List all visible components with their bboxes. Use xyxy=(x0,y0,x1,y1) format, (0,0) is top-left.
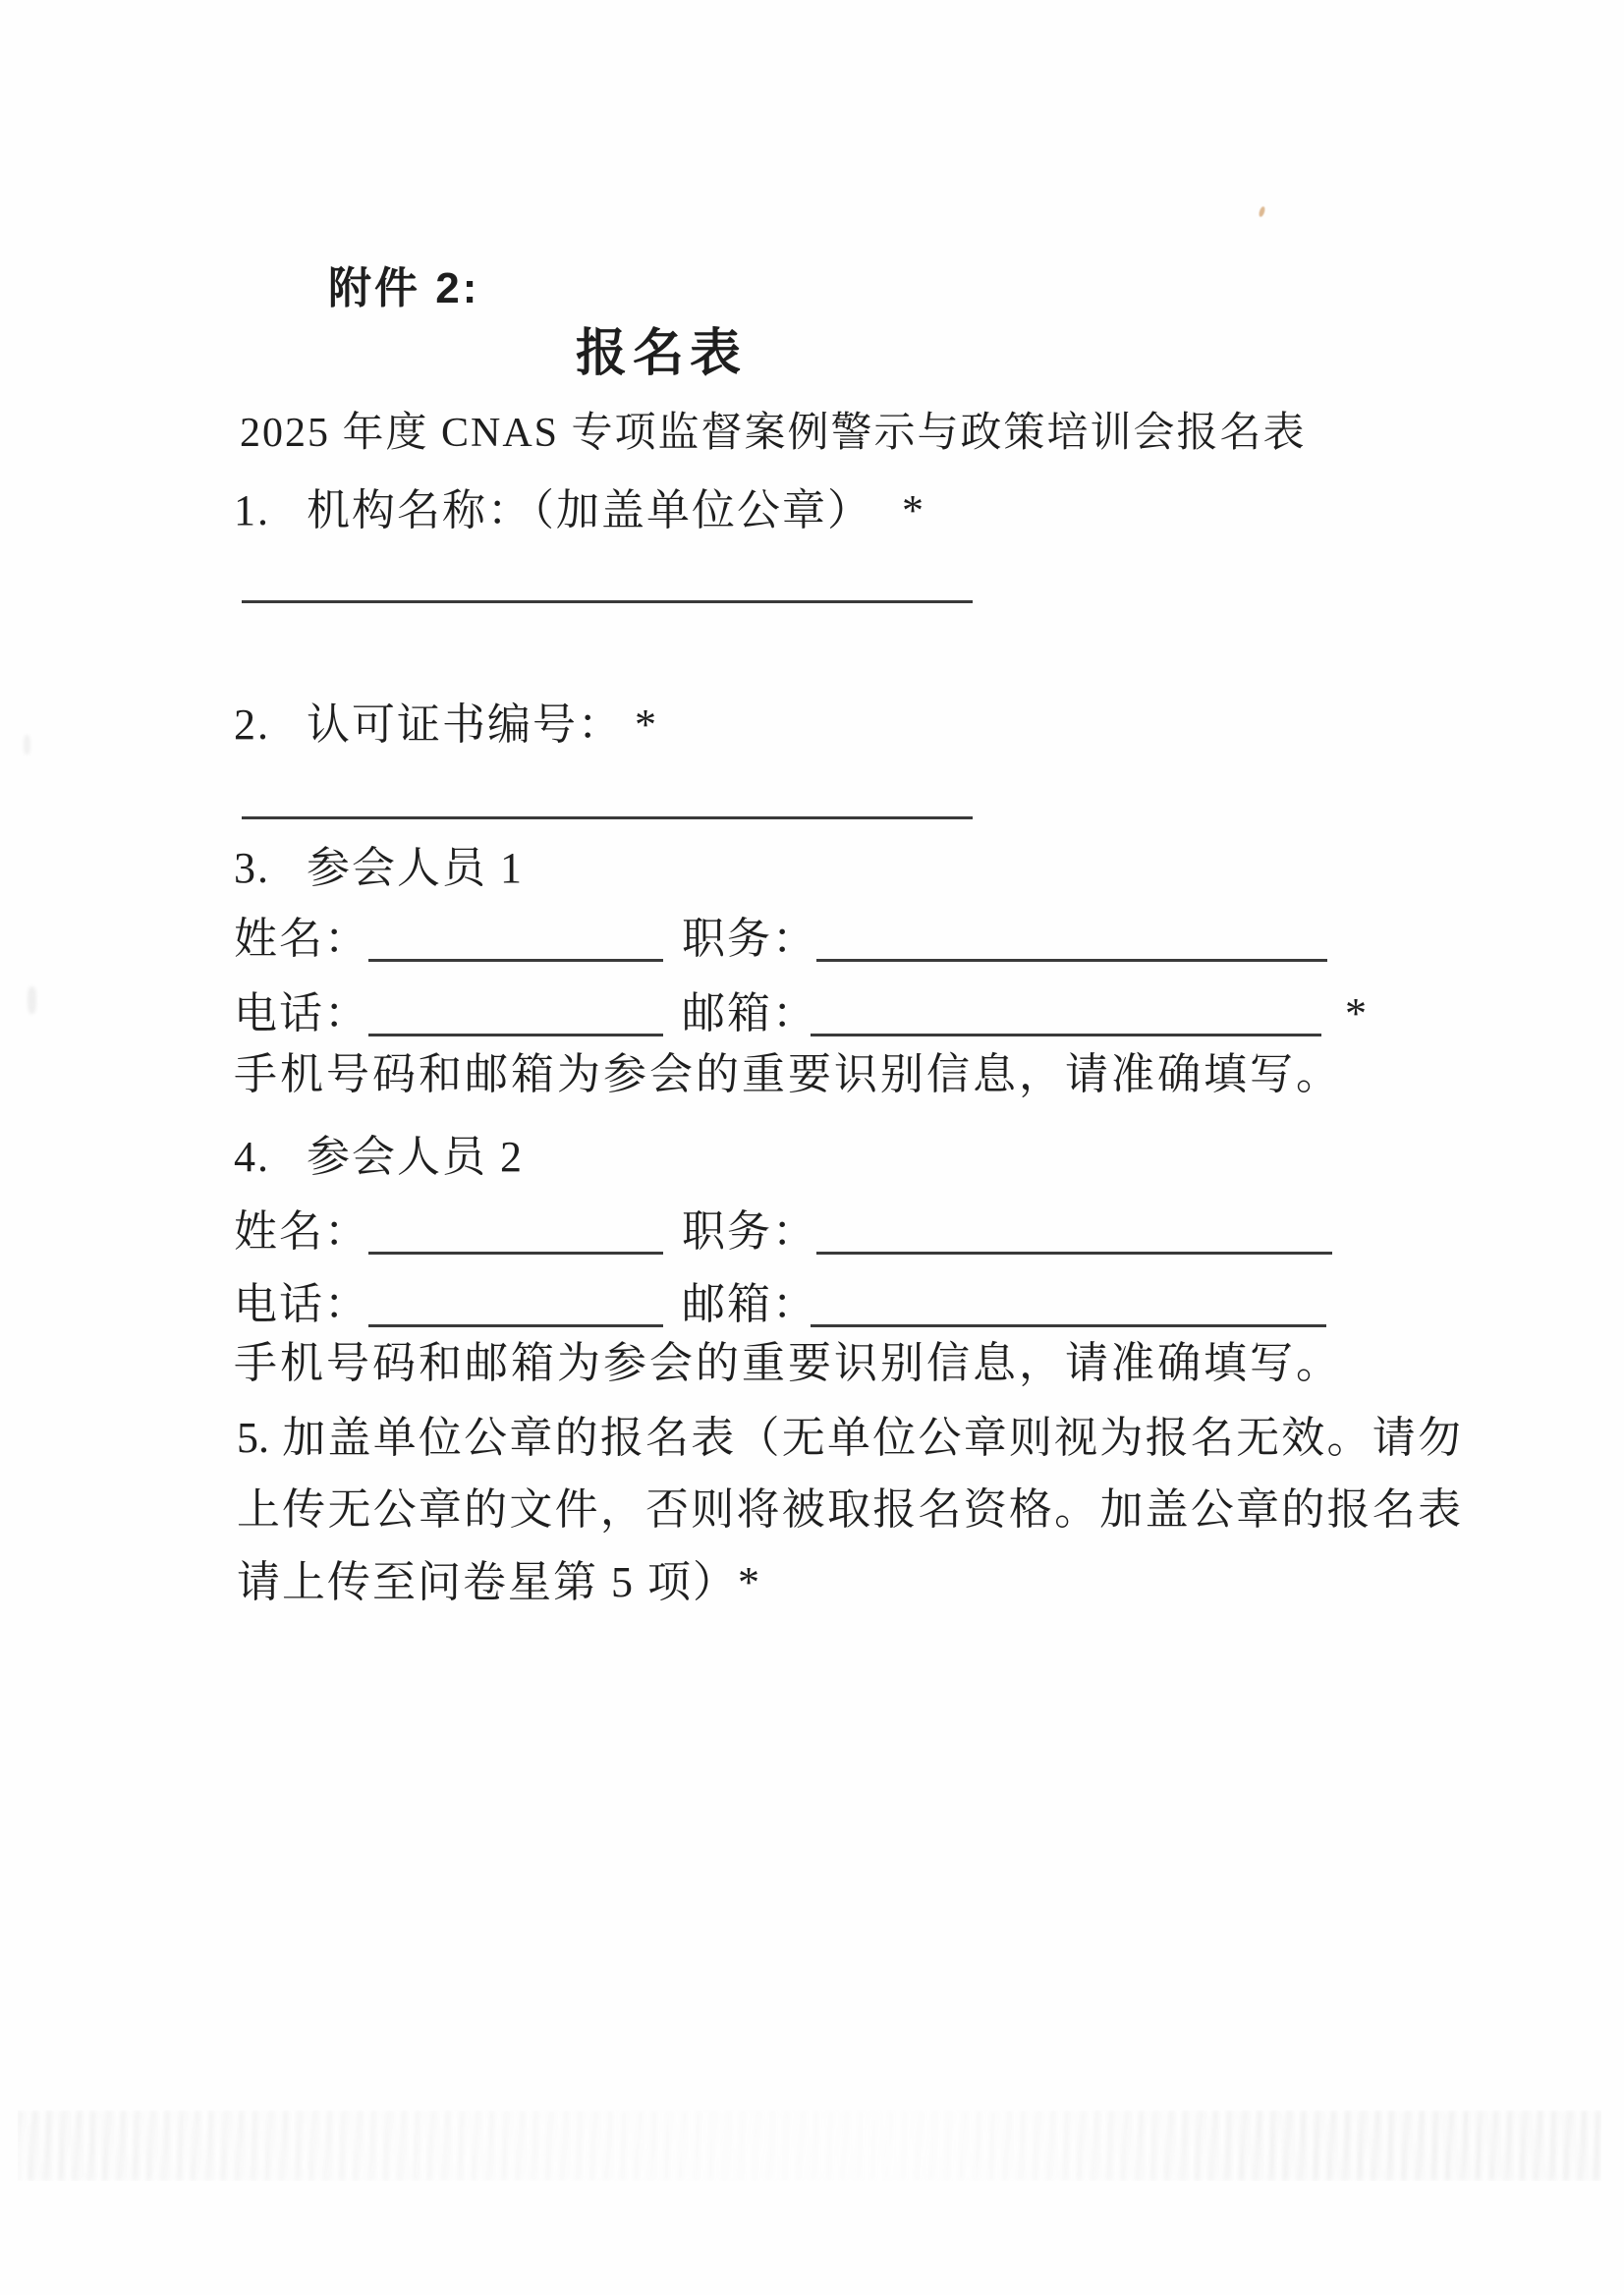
attendee2-name-input[interactable] xyxy=(368,1206,663,1255)
position-label: 职务： xyxy=(682,1207,817,1256)
attendee1-email-input[interactable] xyxy=(811,988,1321,1036)
stamp-instructions-line1: 5. 加盖单位公章的报名表（无单位公章则视为报名无效。请勿 xyxy=(237,1414,1461,1462)
cert-no-item xyxy=(234,700,658,751)
item-number: 1. xyxy=(234,486,270,534)
attendee1-note: 手机号码和邮箱为参会的重要识别信息，请准确填写。 xyxy=(234,1050,1342,1098)
phone-label: 电话： xyxy=(234,1280,369,1328)
stamp-instructions-line2: 上传无公章的文件，否则将被取报名资格。加盖公章的报名表 xyxy=(237,1485,1461,1534)
email-label: 邮箱： xyxy=(682,1280,817,1328)
attendee1-row-phone-email xyxy=(0,988,1624,1041)
attendee2-row-phone-email xyxy=(0,1279,1624,1332)
name-label: 姓名： xyxy=(234,915,369,963)
attendee1-heading xyxy=(234,843,524,894)
org-name-input[interactable] xyxy=(242,553,973,603)
attendee1-name-input[interactable] xyxy=(368,914,663,962)
page-title: 报名表 xyxy=(576,325,748,382)
org-name-item xyxy=(234,485,925,536)
attendee2-phone-input[interactable] xyxy=(368,1279,663,1327)
position-label: 职务： xyxy=(682,915,817,963)
org-name-label: 机构名称：（加盖单位公章） xyxy=(307,486,872,534)
item-number: 4. xyxy=(234,1133,270,1181)
phone-label: 电话： xyxy=(234,989,369,1037)
page-bleedthrough-artifact xyxy=(18,2110,1601,2181)
attendee2-heading xyxy=(234,1132,524,1183)
required-asterisk: * xyxy=(902,486,925,534)
attendee2-row-name-position xyxy=(0,1206,1624,1259)
attendee2-note: 手机号码和邮箱为参会的重要识别信息，请准确填写。 xyxy=(234,1339,1342,1387)
cert-no-label: 认可证书编号： xyxy=(307,700,623,749)
scan-smudge-artifact xyxy=(28,986,36,1014)
attendee2-heading-label: 参会人员 2 xyxy=(307,1133,524,1181)
name-label: 姓名： xyxy=(234,1207,369,1256)
item-number: 3. xyxy=(234,844,270,892)
required-asterisk: * xyxy=(1345,989,1367,1037)
attendee1-row-name-position xyxy=(0,914,1624,967)
attendee1-position-input[interactable] xyxy=(816,914,1327,962)
form-subtitle: 2025 年度 CNAS 专项监督案例警示与政策培训会报名表 xyxy=(240,411,1307,456)
attendee1-phone-input[interactable] xyxy=(368,988,663,1036)
cert-no-input[interactable] xyxy=(242,769,973,819)
email-label: 邮箱： xyxy=(682,989,817,1037)
scan-smudge-artifact xyxy=(24,735,30,755)
attendee2-email-input[interactable] xyxy=(811,1279,1326,1327)
attachment-label: 附件 2: xyxy=(328,264,480,312)
stamp-instructions-line3: 请上传至问卷星第 5 项）* xyxy=(237,1558,761,1606)
item-number: 2. xyxy=(234,700,270,749)
required-asterisk: * xyxy=(635,700,658,749)
scan-speck-artifact xyxy=(1258,205,1265,217)
attendee1-heading-label: 参会人员 1 xyxy=(307,844,524,892)
attendee2-position-input[interactable] xyxy=(816,1206,1332,1255)
